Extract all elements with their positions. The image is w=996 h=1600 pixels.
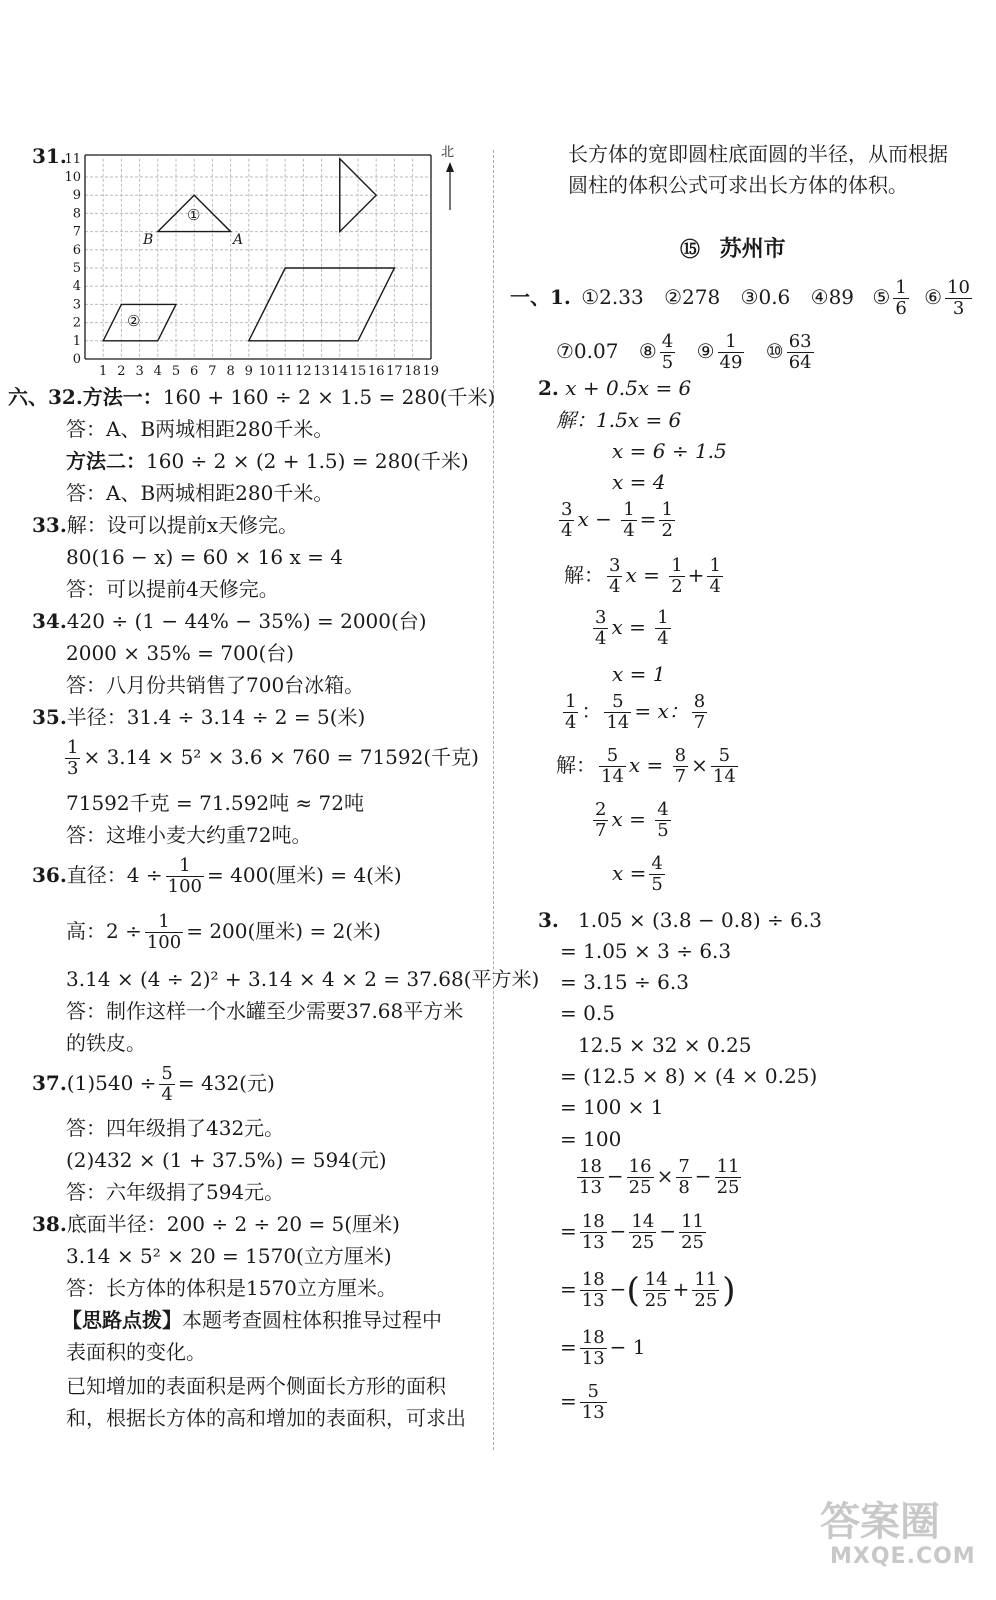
x-tick-label: 3 xyxy=(135,364,144,379)
question-36-line-2: 高：2 ÷ $\frac{1}{100}$ = 200(厘米) = 2(米) xyxy=(66,911,381,953)
question-32-line-3 xyxy=(66,449,469,473)
question-35-answer: 答：这堆小麦大约重72吨。 xyxy=(66,823,312,847)
tip-label: 【思路点拨】 xyxy=(62,1308,182,1332)
section-number-badge: ⑮ xyxy=(680,237,700,261)
question-2-eq3-line-3: $\frac{2}{7}$ x = $\frac{4}{5}$ xyxy=(595,799,669,841)
question-2-line-3: x = 6 ÷ 1.5 xyxy=(612,439,727,463)
y-tick-label: 6 xyxy=(72,242,81,258)
x-tick-label: 13 xyxy=(313,364,330,379)
north-arrowhead-icon xyxy=(446,162,454,172)
point-b-label: B xyxy=(143,232,154,248)
x-tick-label: 2 xyxy=(117,364,126,379)
x-tick-label: 5 xyxy=(171,364,181,379)
question-2-line-4: x = 4 xyxy=(612,470,666,494)
question-35-line-1 xyxy=(32,705,365,729)
x-tick-label: 14 xyxy=(331,364,349,379)
y-tick-label: 11 xyxy=(64,151,81,167)
x-tick-label: 10 xyxy=(258,364,276,379)
fraction-one-hundredth: $\frac{1}{100}$ xyxy=(167,855,202,897)
continued-line-1: 长方体的宽即圆柱底面圆的半径，从而根据 xyxy=(568,142,948,166)
question-33-text: 解：设可以提前x天修完。 xyxy=(66,513,299,537)
question-38-tip-line-1: 【思路点拨】本题考查圆柱体积推导过程中 xyxy=(62,1308,442,1332)
fraction-one-third: $\frac{1}{3}$ xyxy=(67,737,79,779)
question-3-line-8: = 100 xyxy=(560,1127,622,1151)
question-32-answer-2: 答：A、B两城相距280千米。 xyxy=(66,481,334,505)
question-35-number: 35. xyxy=(32,705,67,729)
question-3-frac-line-4: = $\frac{18}{13}$ − 1 xyxy=(560,1327,646,1369)
question-3-line-4: = 0.5 xyxy=(560,1001,615,1025)
question-3-line-3: = 3.15 ÷ 6.3 xyxy=(560,970,689,994)
x-tick-label: 7 xyxy=(208,364,217,379)
y-tick-label: 7 xyxy=(72,224,81,240)
continued-line-2: 圆柱的体积公式可求出长方体的体积。 xyxy=(568,173,908,197)
method-two-label: 方法二： xyxy=(66,449,146,473)
question-38-tip-line-2: 表面积的变化。 xyxy=(66,1340,206,1364)
x-tick-label: 11 xyxy=(276,364,294,379)
question-38-tip-line-4: 和，根据长方体的高和增加的表面积，可求出 xyxy=(66,1406,466,1430)
y-tick-label: 1 xyxy=(72,333,81,349)
parallelogram-label-2: ② xyxy=(127,312,141,330)
question-1-row-1: 一、1. ①2.33 ②278 ③0.6 ④89 ⑤ $\frac{1}{6}$ ⑥ $\frac{10}{3}$ xyxy=(510,277,970,319)
x-tick-label: 17 xyxy=(386,364,403,379)
question-32-answer-1: 答：A、B两城相距280千米。 xyxy=(66,417,334,441)
question-33-equation: 80(16 − x) = 60 × 16 x = 4 xyxy=(66,545,343,569)
question-34-equation-1: 420 ÷ (1 − 44% − 35%) = 2000(台) xyxy=(66,609,427,633)
question-36-area: 3.14 × (4 ÷ 2)² + 3.14 × 4 × 2 = 37.68(平方米) xyxy=(66,967,540,991)
y-tick-label: 4 xyxy=(72,279,81,295)
question-2-eq3-line-2: 解： $\frac{5}{14}$ x = $\frac{8}{7}$ × $\frac{5}{14}$ xyxy=(556,745,736,787)
question-2-eq2-line-2: 解： $\frac{3}{4}$ x = $\frac{1}{2}$ + $\frac{1}{4}$ xyxy=(564,555,721,597)
x-tick-label: 18 xyxy=(404,364,421,379)
x-tick-label: 9 xyxy=(244,364,253,379)
point-a-label: A xyxy=(233,232,244,248)
question-37-number: 37. xyxy=(32,1071,67,1095)
question-34-equation-2: 2000 × 35% = 700(台) xyxy=(66,641,295,665)
question-36-line-1: 36.直径：4 ÷ $\frac{1}{100}$ = 400(厘米) = 4(米) xyxy=(32,855,402,897)
question-38-number: 38. xyxy=(32,1212,67,1236)
question-37-line-1: 37.(1)540 ÷ $\frac{5}{4}$ = 432(元) xyxy=(32,1063,275,1105)
x-tick-label: 8 xyxy=(226,364,235,379)
question-36-answer: 答：制作这样一个水罐至少需要37.68平方米 xyxy=(66,999,464,1023)
question-34-number: 34. xyxy=(32,609,67,633)
question-33-answer: 答：可以提前4天修完。 xyxy=(66,577,279,601)
y-tick-label: 10 xyxy=(64,170,81,185)
question-37-answer-2: 答：六年级捐了594元。 xyxy=(66,1180,285,1204)
question-38-answer: 答：长方体的体积是1570立方厘米。 xyxy=(66,1276,397,1300)
question-38-volume: 3.14 × 5² × 20 = 1570(立方厘米) xyxy=(66,1244,392,1268)
column-divider xyxy=(493,150,494,1450)
y-tick-label: 5 xyxy=(72,261,81,276)
question-36-answer-cont: 的铁皮。 xyxy=(66,1031,146,1055)
question-2-line-2: 解：1.5x = 6 xyxy=(556,408,682,432)
question-3-frac-line-2: = $\frac{18}{13}$ − $\frac{14}{25}$ − $\frac{11}{25}$ xyxy=(560,1211,705,1253)
question-3-line-6: = (12.5 × 8) × (4 × 0.25) xyxy=(560,1064,818,1088)
question-3-line-5: 12.5 × 32 × 0.25 xyxy=(578,1033,752,1057)
question-35-volume: × 3.14 × 5² × 3.6 × 760 = 71592(千克) xyxy=(83,745,479,769)
x-tick-label: 19 xyxy=(422,364,440,379)
question-35-conversion: 71592千克 = 71.592吨 ≈ 72吨 xyxy=(66,791,364,815)
x-tick-label: 1 xyxy=(99,364,108,379)
section-title: 苏州市 xyxy=(719,236,786,262)
question-35-line-2 xyxy=(62,738,479,779)
question-2-eq3-line-1: $\frac{1}{4}$ ： $\frac{5}{14}$ = x： $\frac{8}{7}$ xyxy=(565,691,706,733)
fraction-five-fourths: $\frac{5}{4}$ xyxy=(161,1063,173,1105)
watermark-logo: 答案圈 xyxy=(820,1499,940,1545)
question-35-radius: 半径：31.4 ÷ 3.14 ÷ 2 = 5(米) xyxy=(66,705,366,729)
x-tick-label: 4 xyxy=(153,364,162,379)
question-1-row-2: ⑦0.07 ⑧ $\frac{4}{5}$ ⑨ $\frac{1}{49}$ ⑩ $\frac{63}{64}$ xyxy=(556,331,812,373)
y-tick-label: 2 xyxy=(72,315,81,331)
question-38-line-1: 38.底面半径：200 ÷ 2 ÷ 20 = 5(厘米) xyxy=(32,1212,400,1236)
x-tick-label: 15 xyxy=(349,364,367,379)
y-tick-label: 9 xyxy=(72,188,81,204)
triangle-label-1: ① xyxy=(187,206,201,224)
question-2-line-1: 2. x + 0.5x = 6 xyxy=(538,376,692,400)
question-3-line-2: = 1.05 × 3 ÷ 6.3 xyxy=(560,939,732,963)
question-38-tip-line-3: 已知增加的表面积是两个侧面长方形的面积 xyxy=(66,1374,446,1398)
question-2-eq2-result: x = 1 xyxy=(612,662,666,686)
question-32-line-1 xyxy=(8,385,495,409)
question-36-number: 36. xyxy=(32,863,67,887)
question-3-frac-line-1: $\frac{18}{13}$ − $\frac{16}{25}$ × $\frac{7}{8}$ − $\frac{11}{25}$ xyxy=(579,1156,740,1198)
question-3-frac-line-5: = $\frac{5}{13}$ xyxy=(560,1381,605,1423)
question-3-line-1: 3. 1.05 × (3.8 − 0.8) ÷ 6.3 xyxy=(538,908,822,932)
question-33-line-1 xyxy=(32,513,298,537)
section-heading xyxy=(680,232,786,263)
question-34-answer: 答：八月份共销售了700台冰箱。 xyxy=(66,673,365,697)
y-tick-label: 8 xyxy=(72,206,81,222)
question-2-eq2-line-3: $\frac{3}{4}$ x = $\frac{1}{4}$ xyxy=(595,607,669,649)
method-one-equation: 160 + 160 ÷ 2 × 1.5 = 280(千米) xyxy=(162,385,496,409)
y-tick-label: 3 xyxy=(72,297,81,313)
question-2-eq3-result: x = $\frac{4}{5}$ xyxy=(612,853,663,895)
x-tick-label: 12 xyxy=(295,364,312,379)
question-33-number: 33. xyxy=(32,513,67,537)
coordinate-grid-figure xyxy=(55,140,475,380)
question-32-number: 六、32. xyxy=(8,385,83,409)
fraction-one-hundredth-2: $\frac{1}{100}$ xyxy=(146,911,182,953)
question-34-line-1 xyxy=(32,609,427,633)
north-label: 北 xyxy=(441,145,455,160)
question-37-equation-2: (2)432 × (1 + 37.5%) = 594(元) xyxy=(66,1148,387,1172)
y-tick-label: 0 xyxy=(72,352,81,367)
question-2-eq2-line-1: $\frac{3}{4}$ x − $\frac{1}{4}$ = $\frac{1}{2}$ xyxy=(561,499,673,541)
question-3-line-7: = 100 × 1 xyxy=(560,1095,664,1119)
method-one-label: 方法一： xyxy=(82,385,163,409)
method-two-equation: 160 ÷ 2 × (2 + 1.5) = 280(千米) xyxy=(146,449,469,473)
question-3-frac-line-3: = $\frac{18}{13}$ −( $\frac{14}{25}$ + $\frac{11}{25}$ ) xyxy=(560,1269,736,1311)
x-tick-label: 6 xyxy=(190,364,199,379)
x-tick-label: 16 xyxy=(367,364,385,379)
question-31-number: 31. xyxy=(32,144,67,168)
watermark-url: MXQE.COM xyxy=(830,1544,976,1569)
question-37-answer-1: 答：四年级捐了432元。 xyxy=(66,1116,285,1140)
